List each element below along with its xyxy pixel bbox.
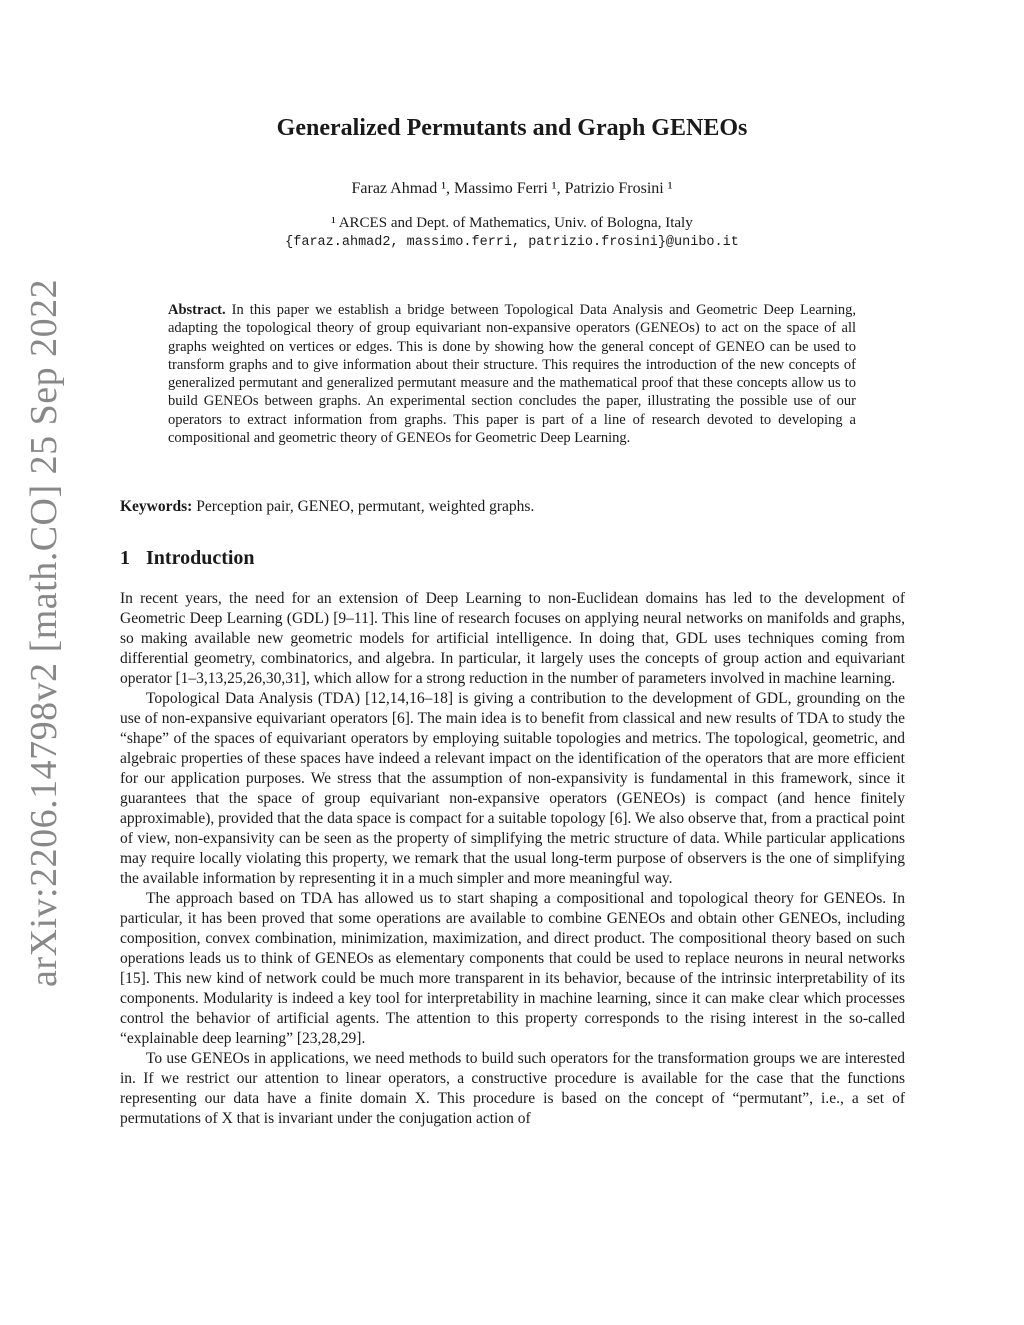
arxiv-sidebar (14, 278, 74, 987)
keywords (120, 498, 904, 516)
keywords-text: Perception pair, GENEO, permutant, weighted graphs. (196, 498, 535, 515)
abstract (168, 301, 856, 447)
paragraph: Topological Data Analysis (TDA) [12,14,16–18] is giving a contribution to the development of GDL, grounding on the use of non-expansive equivariant operators [6]. The main idea is to benefit from classical and new results of TDA to study the “shape” of the spaces of equivariant operators by employing suitable topologies and metrics. The topological, geometric, and algebraic properties of these spaces have indeed a relevant impact on the identification of the operators that are more efficient for our application purposes. We stress that the assumption of non-expansivity is fundamental in this framework, since it guarantees that the space of group equivariant non-expansive operators (GENEOs) is compact (and hence finitely approximable), provided that the data space is compact for a suitable topology [6]. We also observe that, from a practical point of view, non-expansivity can be seen as the property of simplifying the metric structure of data. While particular applications may require locally violating this property, we remark that the usual long-term purpose of observers is the one of simplifying the available information by representing it in a much simpler and more meaningful way. (120, 690, 905, 887)
abstract-text: In this paper we establish a bridge between Topological Data Analysis and Geometric Deep Learning, adapting the topological theory of group equivariant non-expansive operators (GENEOs) to act on the space of all graphs weighted on vertices or edges. This is done by showing how the general concept of GENEO can be used to transform graphs and to give information about their structure. This requires the introduction of the new concepts of generalized permutant and generalized permutant measure and the mathematical proof that these concepts allow us to build GENEOs between graphs. An experimental section concludes the paper, illustrating the possible use of our operators to extract information from graphs. This paper is part of a line of research devoted to developing a compositional and geometric theory of GENEOs for Geometric Deep Learning. (168, 302, 856, 447)
section-heading (120, 547, 255, 570)
section-title: Introduction (146, 547, 255, 569)
affiliation: ¹ ARCES and Dept. of Mathematics, Univ. of Bologna, Italy (331, 215, 693, 231)
section-number: 1 (120, 547, 130, 569)
introduction-body (120, 589, 905, 1129)
paper-title: Generalized Permutants and Graph GENEOs (276, 115, 748, 141)
author-list: Faraz Ahmad ¹, Massimo Ferri ¹, Patrizio Frosini ¹ (351, 180, 673, 197)
paragraph: In recent years, the need for an extension of Deep Learning to non-Euclidean domains has led to the development of Geometric Deep Learning (GDL) [9–11]. This line of research focuses on applying neural networks on manifolds and graphs, so making available new geometric models for artificial intelligence. In doing that, GDL uses techniques coming from differential geometry, combinatorics, and algebra. In particular, it largely uses the concepts of group action and equivariant operator [1–3,13,25,26,30,31], which allow for a strong reduction in the number of parameters involved in machine learning. (120, 590, 905, 687)
abstract-label: Abstract. (168, 302, 226, 318)
keywords-label: Keywords: (120, 498, 193, 515)
paragraph: The approach based on TDA has allowed us to start shaping a compositional and topological theory for GENEOs. In particular, it has been proved that some operations are available to combine GENEOs and obtain other GENEOs, including composition, convex combination, minimization, maximization, and direct product. The compositional theory based on such operations leads us to think of GENEOs as elementary components that could be used to replace neurons in neural networks [15]. This new kind of network could be much more transparent in its behavior, because of the intrinsic interpretability of its components. Modularity is indeed a key tool for interpretability in machine learning, since it can make clear which processes control the behavior of artificial agents. The attention to this property corresponds to the rising interest in the so-called “explainable deep learning” [23,28,29]. (120, 890, 905, 1047)
arxiv-identifier: arXiv:2206.14798v2 [math.CO] 25 Sep 2022 (23, 278, 65, 987)
paragraph: To use GENEOs in applications, we need methods to build such operators for the transformation groups we are interested in. If we restrict our attention to linear operators, a constructive procedure is available for the case that the functions representing our data have a finite domain X. This procedure is based on the concept of “permutant”, i.e., a set of permutations of X that is invariant under the conjugation action of (120, 1050, 905, 1127)
author-emails: {faraz.ahmad2, massimo.ferri, patrizio.frosini}@unibo.it (285, 235, 739, 250)
